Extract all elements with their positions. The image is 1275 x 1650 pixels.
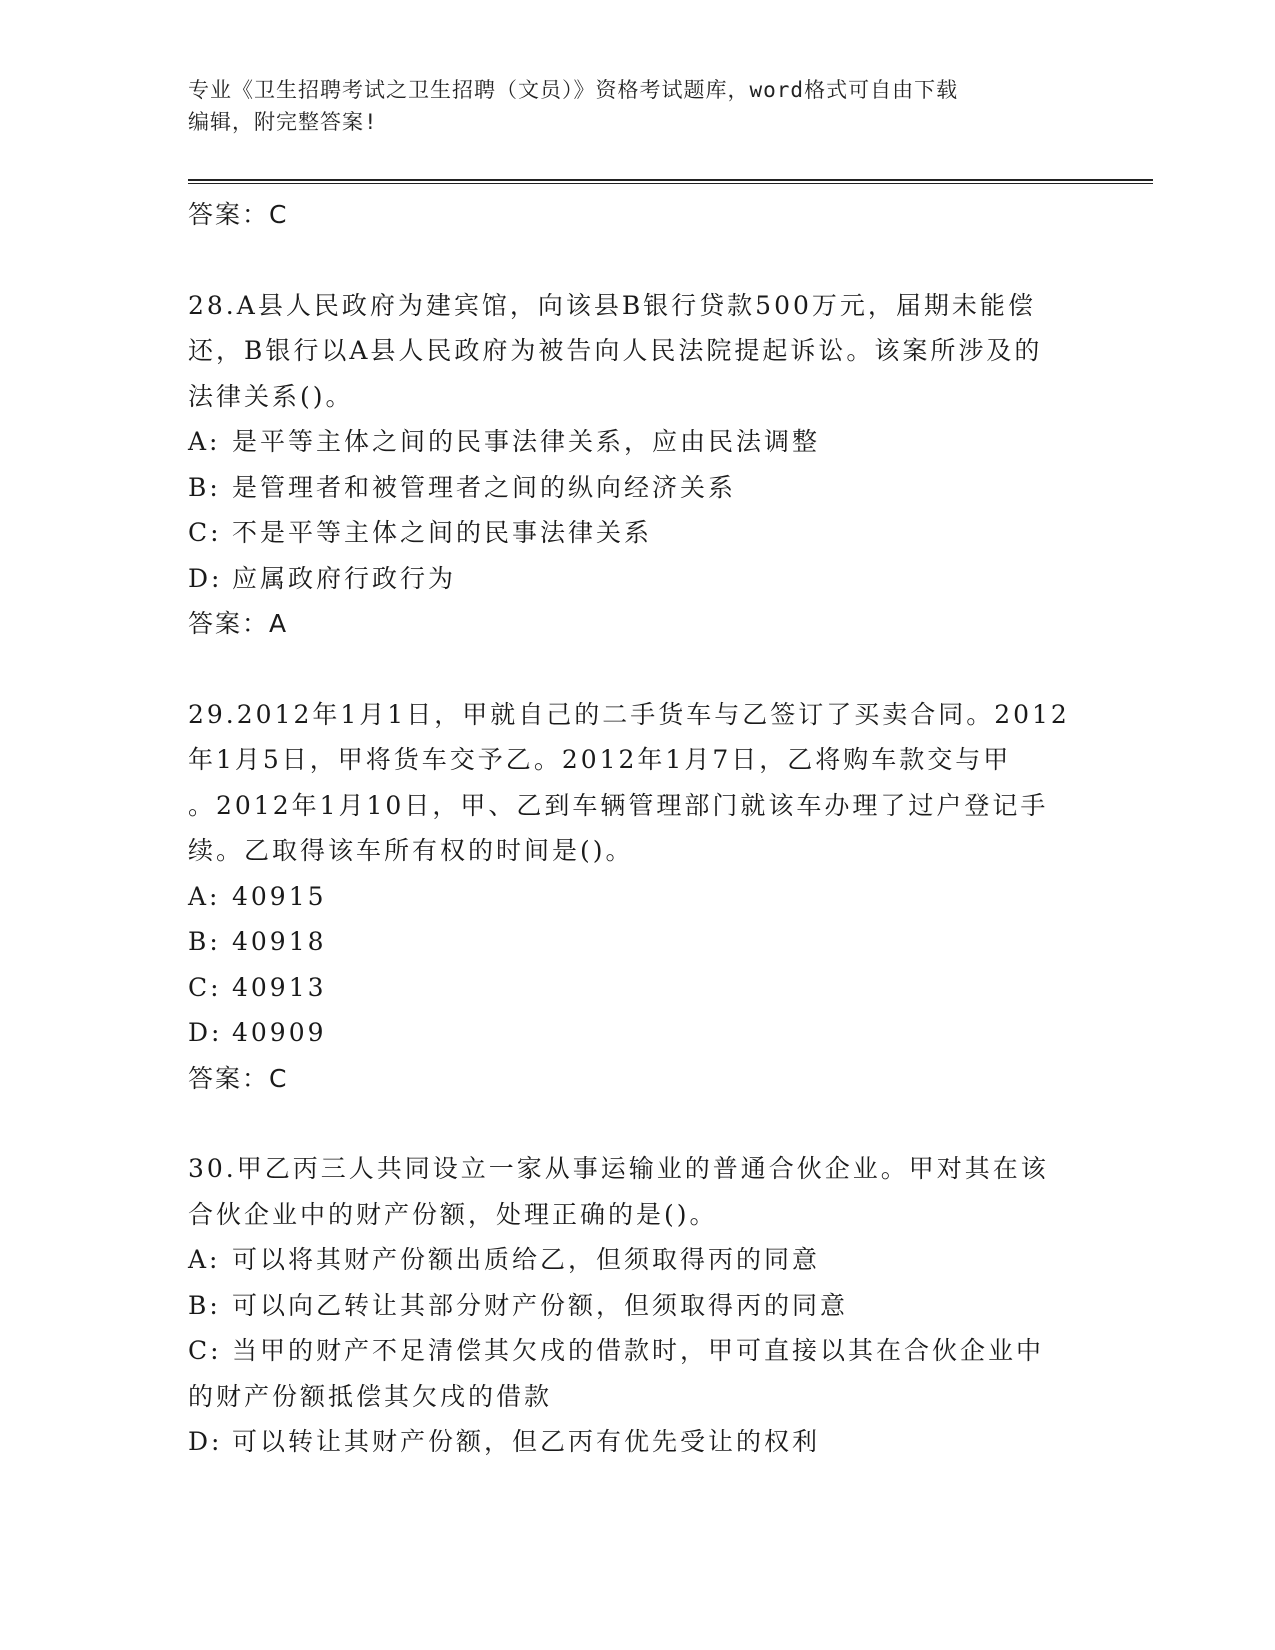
question-block: [188, 283, 1088, 647]
header-line: 编辑，附完整答案!: [188, 110, 378, 134]
option-c: [188, 1328, 1088, 1374]
question-text-line: 28.A县人民政府为建宾馆，向该县B银行贷款500万元，届期未能偿: [188, 290, 1036, 320]
option-a: [188, 1237, 1088, 1283]
question-text-line: 29.2012年1月1日，甲就自己的二手货车与乙签订了买卖合同。2012: [188, 699, 1070, 729]
option-text: 可以转让其财产份额，但乙丙有优先受让的权利: [232, 1427, 821, 1456]
option-b: [188, 1283, 1088, 1329]
question-text-line: 法律关系()。: [188, 381, 354, 411]
question-block: [188, 1146, 1088, 1465]
question-block: [188, 692, 1088, 1102]
option-text: 是管理者和被管理者之间的纵向经济关系: [232, 472, 737, 502]
question-text-line: 续。乙取得该车所有权的时间是()。: [188, 836, 634, 865]
option-d: [188, 1010, 1088, 1056]
question-text-line: 30.甲乙丙三人共同设立一家从事运输业的普通合伙企业。甲对其在该: [188, 1154, 1049, 1183]
option-b: [188, 465, 1088, 511]
document-header: [188, 74, 1088, 138]
header-divider: [188, 179, 1153, 181]
option-b: [188, 919, 1088, 965]
option-key: D:: [188, 1427, 223, 1456]
option-key: C:: [188, 518, 222, 547]
option-c: [188, 510, 1088, 556]
option-key: B:: [188, 1290, 221, 1320]
spacer: [188, 647, 1088, 692]
question-text-line: 。2012年1月10日，甲、乙到车辆管理部门就该车办理了过户登记手: [188, 790, 1049, 820]
option-c: [188, 965, 1088, 1011]
option-text: 40918: [232, 927, 327, 956]
question-content: [188, 192, 1088, 1465]
spacer: [188, 1101, 1088, 1146]
option-key: B:: [188, 927, 221, 956]
option-key: D:: [188, 563, 223, 593]
option-text: 可以向乙转让其部分财产份额，但须取得丙的同意: [232, 1290, 849, 1320]
option-d: [188, 1419, 1088, 1465]
option-a: [188, 419, 1088, 465]
question-text-line: 合伙企业中的财产份额，处理正确的是()。: [188, 1199, 718, 1229]
option-text: 不是平等主体之间的民事法律关系: [232, 518, 653, 547]
option-text: 当甲的财产不足清偿其欠戌的借款时，甲可直接以其在合伙企业中: [232, 1336, 1045, 1365]
header-divider: [188, 183, 1153, 184]
option-key: C:: [188, 972, 222, 1002]
spacer: [188, 238, 1088, 283]
answer-line: 答案：C: [188, 200, 289, 229]
option-text: 应属政府行政行为: [232, 563, 457, 593]
option-key: D:: [188, 1018, 223, 1047]
answer-line: 答案：A: [188, 609, 289, 638]
answer-line: 答案：C: [188, 1063, 289, 1093]
option-text: 40915: [232, 881, 327, 911]
option-key: B:: [188, 472, 221, 502]
option-text: 40913: [232, 972, 327, 1002]
question-text-line: 还，B银行以A县人民政府为被告向人民法院提起诉讼。该案所涉及的: [188, 336, 1043, 365]
question-text-line: 年1月5日，甲将货车交予乙。2012年1月7日，乙将购车款交与甲: [188, 745, 1012, 774]
option-a: [188, 874, 1088, 920]
option-key: A:: [188, 427, 221, 456]
option-d: [188, 556, 1088, 602]
option-text: 是平等主体之间的民事法律关系，应由民法调整: [232, 427, 821, 456]
option-key: C:: [188, 1336, 222, 1365]
option-key: A:: [188, 881, 221, 911]
option-text: 40909: [232, 1018, 327, 1047]
option-continuation-line: 的财产份额抵偿其欠戌的借款: [188, 1381, 553, 1411]
header-line: 专业《卫生招聘考试之卫生招聘（文员）》资格考试题库，word格式可自由下载: [188, 78, 959, 102]
option-text: 可以将其财产份额出质给乙，但须取得丙的同意: [232, 1245, 821, 1274]
option-key: A:: [188, 1245, 221, 1274]
